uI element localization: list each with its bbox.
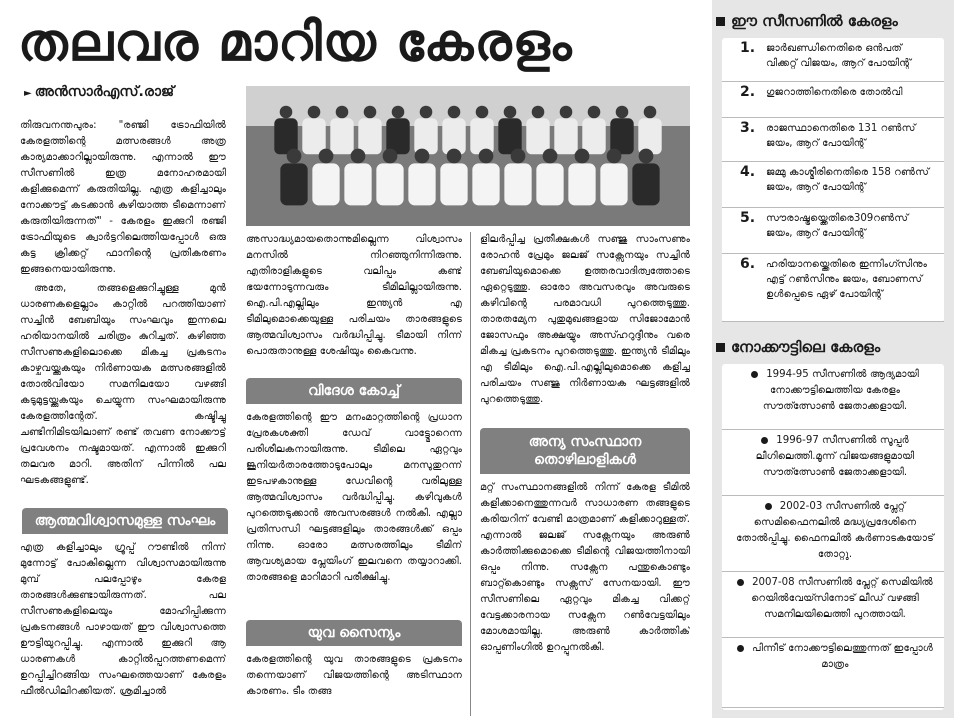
column-1-bottom (20, 540, 226, 716)
article-paragraph: അതേ, തങ്ങളെക്കുറിച്ചുള്ള മുൻ ധാരണകളെല്ലാം കാറ്റിൽ പറത്തിയാണ് സച്ചിൻ ബേബിയും സംഘവും ഇന്നലെ ഹരിയാനയിൽ ചരിത്രം കുറിച്ചത്. കഴിഞ്ഞ സീസണുകളിലൊക്കെ മികച്ച പ്രകടനം കാഴ്ചവയ്ക്കുകയും നിർണായക മത്സരങ്ങളിൽ തോൽവിയോ സമനിലയോ വഴങ്ങി കടുമുട്ടയ്ക്കുകയും ചെയ്യുന്ന സംഘമായിരുന്നു കേരളത്തിന്റേത്. കഷ്ടിച്ചു ചണ്ടിനിമിടയിലാണ് രണ്ട് തവണ നോക്കൗട്ട് പ്രവേശനം നഷ്ടമായത്. എന്നാൽ ഇക്കുറി തലവര മാറി. അതിന് പിന്നിൽ പല ഘടകങ്ങളുണ്ട്. (20, 283, 226, 486)
bullet-dot-icon (761, 437, 768, 444)
team-photo (246, 86, 690, 226)
season-item-number: 2. (740, 84, 756, 100)
knockout-list-item (722, 364, 944, 430)
season-item-text: സൗരാഷ്ട്രയ്ക്കെതിരെ309റൺസ് ജയം, ആറ് പോയിന്റ് (766, 213, 909, 239)
article-paragraph: കേരളത്തിന്റെ ഈ മനംമാറ്റത്തിന്റെ പ്രധാന പ്രേരകശക്തി ഡേവ് വാട്ട്മോറെന്ന പരിശീലകനായിരുന്നു. ടീമിലെ ഏറ്റവും ജൂനിയർതാരത്തോടുപോലും മനസുതുറന്ന് ഇടപഴകാനുള്ള ഡേവിന്റെ വരിലുള്ള ആത്മവിശ്വാസം വർദ്ധിപ്പിച്ചു. കഴിവുകൾ പുറത്തെടുക്കാൻ അവസരങ്ങൾ നൽകി. എല്ലാ പ്രതിസന്ധി ഘട്ടങ്ങളിലും താരങ്ങൾക്ക് ഒപ്പം നിന്നു. ഓരോ മത്സരത്തിലും ടീമിന് ആവശ്യമായ പ്ലേയിംഗ് ഇലവനെ തയ്യാറാക്കി. താരങ്ങളെ മാറിമാറി പരീക്ഷിച്ചു. (246, 412, 462, 583)
season-list-item (722, 82, 944, 118)
section-banner-young-army: യുവ സൈന്യം (246, 620, 462, 646)
season-list-item (722, 38, 944, 82)
knockout-list-item (722, 496, 944, 572)
season-list-item (722, 118, 944, 162)
column-2-top (246, 232, 462, 372)
column-divider (470, 232, 471, 716)
knockout-item-text: പിന്നീട് നോക്കൗട്ടിലെത്തുന്നത് ഇപ്പോൾ മാത്രം (751, 643, 934, 670)
season-list-item (722, 254, 944, 322)
season-list-item (722, 208, 944, 254)
byline-text: അൻസാർഎസ്.രാജ് (34, 84, 175, 100)
season-item-number: 1. (740, 40, 756, 56)
season-item-text: ഗുജറാത്തിനെതിരെ തോൽവി (766, 87, 903, 98)
article-paragraph: ളിലർപ്പിച്ച പ്രതീക്ഷകൾ സഞ്ജു സാംസണും രോഹൻ പ്രേമും ജലജ് സക്സേനയും സച്ചിൻ ബേബിയുമൊക്കെ ഉത്തരവാദിത്വത്തോടെ ഏറ്റെടുത്തു. ഓരോ അവസരവും അവരുടെ കഴിവിന്റെ പരമാവധി പുറത്തെടുത്തു. താരതമ്യേന പുതുമുഖങ്ങളായ സിജോമോൻ ജോസഫും അക്ഷയ്യും അസ്ഹറുദ്ദീനും വരെ മികച്ച പ്രകടനം പുറത്തെടുത്തു. ഇന്ത്യൻ ടീമിലും എ ടീമിലും ഐ.പി.എല്ലിലുമൊക്കെ കളിച്ച പരിചയം സഞ്ജു നിർണായക ഘട്ടങ്ങളിൽ പുറത്തെടുത്തു. (480, 234, 690, 405)
season-list (722, 38, 944, 322)
column-3-bottom (480, 480, 690, 716)
article-paragraph: അസാദ്ധ്യമായതൊന്നുമില്ലെന്ന വിശ്വാസം മനസിൽ നിറഞ്ഞുനിന്നിരുന്നു. എതിരാളികളുടെ വലിപ്പം കണ്ട് ഭയന്നോടുന്നവരും ടീമിലില്ലായിരുന്നു. ഐ.പി.എല്ലിലും ഇന്ത്യൻ എ ടീമിലുമൊക്കെയുള്ള പരിചയം താരങ്ങളുടെ ആത്മവിശ്വാസം വർദ്ധിപ്പിച്ചു. ടീമായി നിന്ന് പൊരുതാനുള്ള ശേഷിയും കൈവന്നു. (246, 234, 462, 357)
knockout-item-text: 1994-95 സീസണിൽ ആദ്യമായി നോക്കൗട്ടിലെത്തിയ കേരളം സൗത്ത്സോൺ ജേതാക്കളായി. (762, 369, 919, 412)
section-banner-foreign-coach: വിദേശ കോച്ച് (246, 378, 462, 404)
bullet-dot-icon (751, 371, 758, 378)
byline (24, 84, 234, 100)
knockout-item-text: 2007-08 സീസണിൽ പ്ലേറ്റ് സെമിയിൽ റെയിൽവേയ്സിനോട് ലീഡ് വഴങ്ങി സമനിലയിലെത്തി പുറത്തായി. (751, 577, 933, 620)
square-bullet-icon (716, 343, 725, 352)
season-item-text: രാജസ്ഥാനെതിരെ 131 റൺസ് ജയം, ആറ് പോയിന്റ് (766, 123, 916, 149)
knockout-list-item (722, 572, 944, 638)
team-photo-figures (246, 86, 690, 226)
column-1-top (20, 118, 226, 504)
season-item-number: 3. (740, 120, 756, 136)
square-bullet-icon (716, 17, 725, 26)
section-banner-confident-team: ആത്മവിശ്വാസമുള്ള സംഘം (22, 508, 228, 534)
sidebar-heading-season (716, 12, 946, 30)
knockout-list-item (722, 638, 944, 708)
season-item-text: ജമ്മു കാശ്മീരിനെതിരെ 158 റൺസ് ജയം, ആറ് പോയിന്റ് (766, 167, 930, 193)
article-paragraph: തിരുവനന്തപുരം: "രഞ്ജി ട്രോഫിയിൽ കേരളത്തിന്റെ മത്സരങ്ങൾ അത്ര കാര്യമാക്കാറില്ലായിരുന്നു. എന്നാൽ ഈ സീസണിൽ ഇത്ര മനോഹരമായി കളിക്കുമെന്ന് കരുതിയില്ല. എത്ര കളിച്ചാലും നോക്കൗട്ട് കടക്കാൻ കഴിയാത്ത ടീമെന്നാണ് കരുതിയിരുന്നത്" - കേരളം ഇക്കുറി രഞ്ജി ട്രോഫിയുടെ ക്വാർട്ടറിലെത്തിയപ്പോൾ ഒരു കട്ട ക്രിക്കറ്റ് ഫാനിന്റെ പ്രതികരണം ഇങ്ങനെയായിരുന്നു. (20, 120, 226, 275)
season-item-number: 5. (740, 210, 756, 226)
headline: തലവര മാറിയ കേരളം (18, 13, 573, 73)
article-paragraph: കേരളത്തിന്റെ യുവ താരങ്ങളുടെ പ്രകടനം തന്നെയാണ് വിജയത്തിന്റെ അടിസ്ഥാന കാരണം. ടീം തങ്ങ (246, 654, 462, 697)
season-item-text: ഹരിയാനയ്ക്കെതിരെ ഇന്നിംഗ്സിനും എട്ട് റൺസിനും ജയം, ബോണസ് ഉൾപ്പെടെ ഏഴ് പോയിന്റ് (766, 259, 927, 300)
sidebar-heading-season-text: ഈ സീസണിൽ കേരളം (731, 12, 898, 30)
knockout-item-text: 1996-97 സീസണിൽ സൂപ്പർ ലീഗിലെത്തി.മൂന്ന് വിജയങ്ങളുമായി സൗത്ത്സോൺ ജേതാക്കളായി. (755, 435, 915, 478)
column-2-middle (246, 410, 462, 610)
bullet-dot-icon (737, 579, 744, 586)
season-list-item (722, 162, 944, 208)
knockout-item-text: 2002-03 സീസണിൽ പ്ലേറ്റ് സെമിഫൈനലിൽ മദ്ധ്യപ്രദേശിനെ തോൽപ്പിച്ചു. ഫൈനലിൽ കർണാടകയോട് തോറ്റു. (736, 501, 934, 560)
byline-arrow-icon: ► (24, 88, 32, 99)
column-2-bottom (246, 652, 462, 716)
bullet-dot-icon (765, 503, 772, 510)
season-item-number: 4. (740, 164, 756, 180)
season-item-number: 6. (740, 256, 756, 272)
knockout-list (722, 364, 944, 710)
knockout-list-item (722, 430, 944, 496)
bullet-dot-icon (737, 645, 744, 652)
season-item-text: ജാർഖണ്ഡിനെതിരെ ഒൻപത് വിക്കറ്റ് വിജയം, ആറ് പോയിന്റ് (766, 43, 912, 69)
sidebar-heading-knockout-text: നോക്കൗട്ടിലെ കേരളം (731, 338, 881, 356)
article-paragraph: എത്ര കളിച്ചാലും ഗ്രൂപ്പ് റൗണ്ടിൽ നിന്ന് മുന്നോട്ട് പോകില്ലെന്ന വിശ്വാസമായിരുന്നു മുമ്പ് പലപ്പോഴും കേരള താരങ്ങൾക്കുണ്ടായിരുന്നത്. പല സീസണുകളിലെയും മോഹിപ്പിക്കുന്ന പ്രകടനങ്ങൾ പാഴായത് ഈ വിശ്വാസത്തെ ഊട്ടിയുറപ്പിച്ചു. എന്നാൽ ഇക്കുറി ആ ധാരണകൾ കാറ്റിൽപ്പറത്തണമെന്ന് ഉറപ്പിച്ചിറങ്ങിയ സംഘത്തെയാണ് കേരളം ഫീൽഡിലിറക്കിയത്. ശ്രമിച്ചാൽ (20, 542, 226, 697)
article-paragraph: മറ്റ് സംസ്ഥാനങ്ങളിൽ നിന്ന് കേരള ടീമിൽ കളിക്കാനെത്തുന്നവർ സാധാരണ തങ്ങളുടെ കരിയറിന് വേണ്ടി മാത്രമാണ് കളിക്കാറുള്ളത്. എന്നാൽ ജലജ് സക്സേനയും അരുൺ കാർത്തിക്കുമൊക്കെ ടീമിന്റെ വിജയത്തിനായി ഒപ്പം നിന്നു. സക്സേന പന്തുകൊണ്ടും ബാറ്റ്കൊണ്ടും സക്സസ് സേനയായി. ഈ സീസണിലെ ഏറ്റവും മികച്ച വിക്കറ്റ് വേട്ടക്കാരനായ സക്സേന റൺവേട്ടയിലും മോശമായില്ല. അരുൺ കാർത്തിക് ഓപ്പണിംഗിൽ ഉറപ്പുനൽകി. (480, 482, 690, 653)
column-3-top (480, 232, 690, 424)
section-banner-migrant-workers: അന്യ സംസ്ഥാന തൊഴിലാളികൾ (480, 428, 690, 474)
sidebar-heading-knockout (716, 338, 946, 356)
